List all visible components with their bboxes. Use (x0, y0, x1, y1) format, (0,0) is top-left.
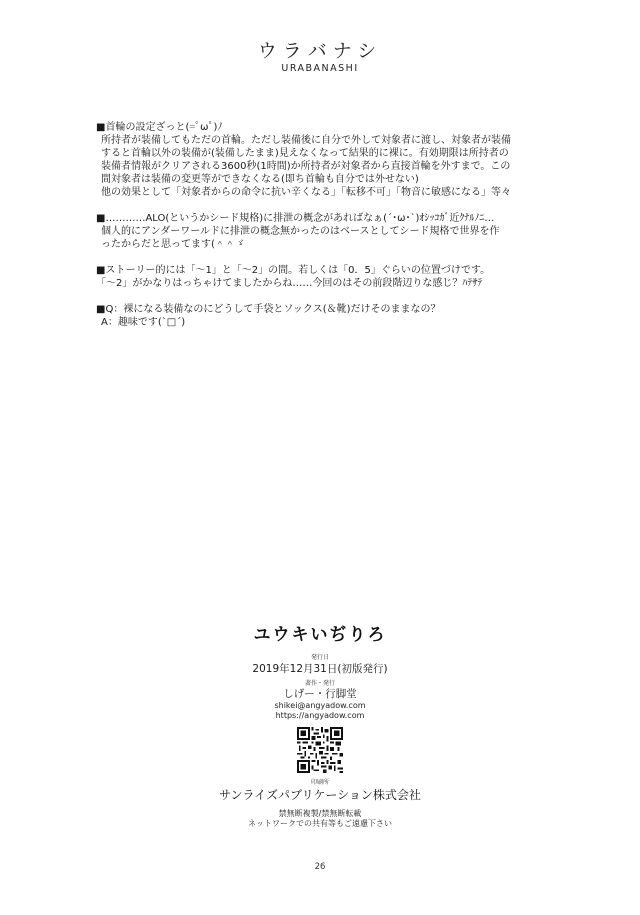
author-label: 著作・発行 (304, 680, 335, 687)
share-notice: ネットワークでの共有等もご遠慮下さい (248, 819, 392, 828)
note-line: ■Q：裸になる装備なのにどうして手袋とソックス(＆靴)だけそのままなの？ (96, 304, 441, 315)
note-line: 装備者情報がクリアされる3600秒(1時間)か所持者が対象者から直接首輪を外すまで。この (101, 161, 511, 172)
website-url[interactable]: https://angyadow.com (275, 711, 365, 720)
note-line: 他の効果として「対象者からの命令に抗い辛くなる」「転移不可」「物音に敏感になる」等々 (101, 187, 511, 198)
note-line: ■ストーリー的には「～1」と「～2」の間。若しくは「0．5」ぐらいの位置づけです。 (96, 265, 491, 276)
note-line: すると首輪以外の装備が(装備したまま)見えなくなって結果的に裸に。有効期限は所持者の (101, 148, 509, 159)
date-label: 発行日 (310, 654, 329, 661)
notes-section (96, 121, 636, 342)
printer-name: サンライズパブリケーション株式会社 (219, 788, 421, 802)
note-line: 所持者が装備してもただの首輪。ただし装備後に自分で外して対象者に渡し、対象者が装備 (101, 135, 511, 146)
note-story (96, 264, 636, 290)
note-alo (96, 212, 636, 251)
note-qa (96, 303, 636, 329)
page-number: 26 (314, 862, 326, 872)
printer-label: 印刷所 (310, 779, 329, 786)
note-line: 「～2」がかなりはっちゃけてましたからね……今回のはその前段階辺りな感じ？ﾊﾃｻﾃ (96, 278, 483, 289)
book-title: ユウキいぢりろ (253, 625, 387, 645)
page-header (0, 40, 640, 74)
email-address[interactable]: shikei@angyadow.com (274, 701, 366, 710)
note-collar-settings (96, 121, 636, 199)
note-line: ■首輪の設定ざっと(=ﾟωﾟ)ﾉ (96, 122, 223, 133)
copy-notice: 禁無断複製/禁無断転載 (278, 809, 362, 818)
author-name: しげー・行脚堂 (283, 688, 357, 700)
colophon (0, 624, 640, 829)
note-line: ったからだと思ってます(＾＾ゞ (101, 239, 245, 250)
note-line: 間対象者は装備の変更等ができなくなる(即ち首輪も自分では外せない) (101, 174, 419, 185)
header-title: ウラバナシ (257, 40, 383, 62)
note-line: ■…………ALO(というかシード規格)に排泄の概念があればなぁ(´･ω･`)ｵｼｯｺｶﾞ近ｸﾅﾙﾉﾆ… (96, 213, 495, 224)
qr-code-icon[interactable] (297, 727, 343, 773)
publication-date: 2019年12月31日(初版発行) (252, 663, 388, 675)
note-line: 個人的にアンダーワールドに排泄の概念無かったのはベースとしてシード規格で世界を作 (101, 226, 500, 237)
header-subtitle: URABANASHI (281, 63, 359, 74)
note-line: A：趣味です(`□´) (101, 317, 186, 328)
